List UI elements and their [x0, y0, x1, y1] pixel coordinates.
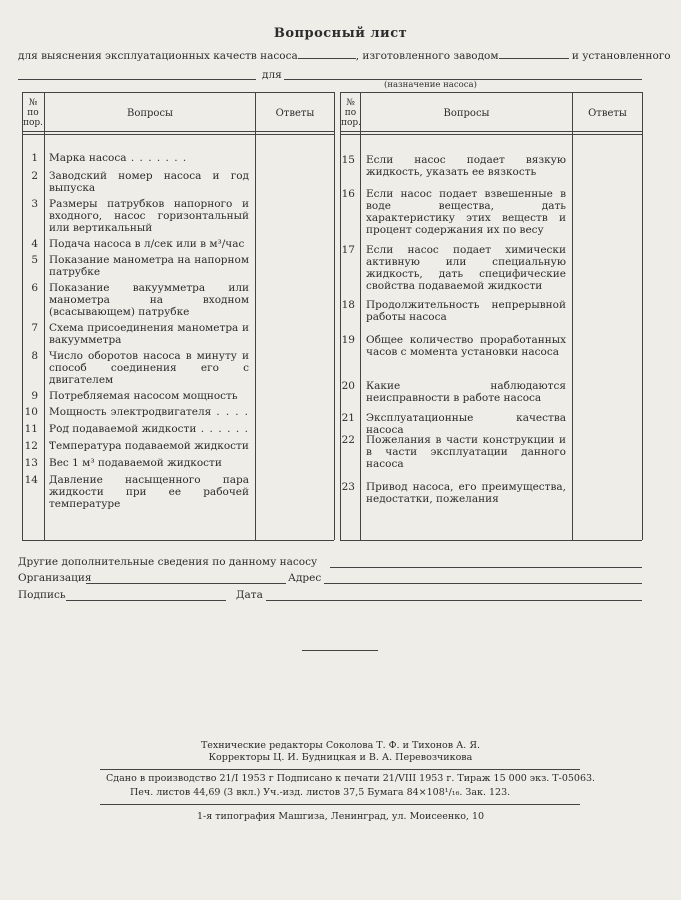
q-number: 14 — [24, 474, 38, 486]
location-blank[interactable] — [18, 79, 256, 80]
question-text: Привод насоса, его преимущества, недостатки, пожелания — [366, 481, 566, 505]
q-number: 6 — [31, 282, 38, 294]
question-text: Показание манометра на напорном патрубке — [49, 254, 249, 278]
q-number: 5 — [31, 254, 38, 266]
question-text: Вес 1 м³ подаваемой жидкости — [49, 457, 222, 469]
intro-text-2: , изготовленного заводом — [355, 50, 499, 62]
colophon-correctors: Корректоры Ц. И. Будницкая и В. А. Перевозчикова — [208, 752, 473, 763]
colophon-editors: Технические редакторы Соколова Т. Ф. и Тихонов А. Я. — [200, 740, 481, 751]
question-text: Какие наблюдаются неисправности в работе насоса — [366, 380, 566, 404]
intro-text-1: для выяснения эксплуатационных качеств насоса — [18, 50, 298, 62]
question-text: Пожелания в части конструкции и в части эксплуатации данного насоса — [366, 434, 566, 470]
q-number: 12 — [24, 440, 38, 452]
question-text: Показание вакуумметра или манометра на входном (всасывающем) патрубке — [49, 282, 249, 318]
question-text: Потребляемая насосом мощность — [49, 390, 238, 402]
intro-line-1 — [18, 49, 671, 62]
q-number: 13 — [24, 457, 38, 469]
colophon-sheets: Печ. листов 44,69 (3 вкл.) Уч.-изд. листов 37,5 Бумага 84×108¹/₁₆. Зак. 123. — [130, 787, 511, 798]
q-number: 19 — [341, 334, 355, 346]
colophon-printer: 1-я типография Машгиза, Ленинград, ул. Моисеенко, 10 — [196, 811, 485, 822]
question-text: Температура подаваемой жидкости — [49, 440, 249, 452]
page-title: Вопросный лист — [273, 26, 408, 41]
left-num-header: № по пор. — [23, 98, 44, 128]
right-num-header: № по пор. — [341, 98, 362, 128]
right-questions-header: Вопросы — [443, 108, 490, 119]
q-number: 11 — [24, 423, 38, 435]
q-number: 17 — [341, 244, 355, 256]
colophon-rule-top — [100, 769, 580, 770]
intro-text-3: и установленного — [571, 50, 671, 62]
q-number: 15 — [341, 154, 355, 166]
address-label: Адрес — [288, 572, 322, 584]
separator-rule — [302, 650, 378, 651]
organization-label: Организация — [18, 572, 92, 584]
right-answers-header: Ответы — [588, 108, 627, 119]
date-blank[interactable] — [266, 600, 642, 601]
question-text: Размеры патрубков напорного и входного, насос горизонтальный или вертикальный — [49, 198, 249, 234]
question-text: Схема присоединения манометра и вакуумметра — [49, 322, 249, 346]
question-text: Продолжительность непрерывной работы насоса — [366, 299, 566, 323]
q-number: 22 — [341, 434, 355, 446]
question-text: Мощность электродвигателя . . . — [49, 406, 249, 430]
q-number: 21 — [341, 412, 355, 424]
address-blank[interactable] — [324, 583, 642, 584]
purpose-note: (назначение насоса) — [384, 80, 477, 90]
question-text: Марка насоса . . . — [49, 152, 249, 164]
question-text: Если насос подает вязкую жидкость, указать ее вязкость — [366, 154, 566, 178]
q-number: 9 — [31, 390, 38, 402]
signature-label: Подпись — [18, 589, 66, 601]
q-number: 2 — [31, 170, 38, 182]
q-number: 16 — [341, 188, 355, 200]
q-number: 3 — [31, 198, 38, 210]
signature-blank[interactable] — [66, 600, 226, 601]
q-number: 1 — [31, 152, 38, 164]
intro-for: для — [262, 69, 282, 81]
pump-blank[interactable] — [298, 49, 356, 59]
colophon-rule-bottom — [100, 804, 580, 805]
left-answers-header: Ответы — [275, 108, 315, 119]
q-number: 4 — [31, 238, 38, 250]
question-text: Давление насыщенного пара жидкости при ее рабочей температуре — [49, 474, 249, 510]
question-text: Эксплуатационные качества насоса — [366, 412, 566, 436]
question-text: Род подаваемой жидкости . . . — [49, 423, 249, 447]
left-questions-header: Вопросы — [126, 108, 173, 119]
question-text: Общее количество проработанных часов с момента установки насоса — [366, 334, 566, 358]
question-text: Заводский номер насоса и год выпуска — [49, 170, 249, 194]
question-text: Число оборотов насоса в минуту и способ соединения его с двигателем — [49, 350, 249, 386]
q-number: 8 — [31, 350, 38, 362]
other-info-label: Другие дополнительные сведения по данному насосу — [18, 556, 318, 568]
colophon-production: Сдано в производство 21/I 1953 г Подписано к печати 21/VIII 1953 г. Тираж 15 000 экз. Т-05063. — [106, 773, 596, 784]
q-number: 18 — [341, 299, 355, 311]
q-number: 23 — [341, 481, 355, 493]
other-info-blank[interactable] — [330, 567, 642, 568]
date-label: Дата — [236, 589, 263, 601]
question-text: Если насос подает химически активную или специальную жидкость, дать специфические свойства подаваемой жидкости — [366, 244, 566, 292]
q-number: 20 — [341, 380, 355, 392]
q-number: 10 — [24, 406, 38, 418]
q-number: 7 — [31, 322, 38, 334]
factory-blank[interactable] — [499, 49, 569, 59]
organization-blank[interactable] — [86, 583, 286, 584]
question-text: Если насос подает взвешенные в воде вещества, дать характеристику этих веществ и процент содержания их по весу — [366, 188, 566, 236]
question-text: Подача насоса в л/сек или в м³/час — [49, 238, 245, 250]
